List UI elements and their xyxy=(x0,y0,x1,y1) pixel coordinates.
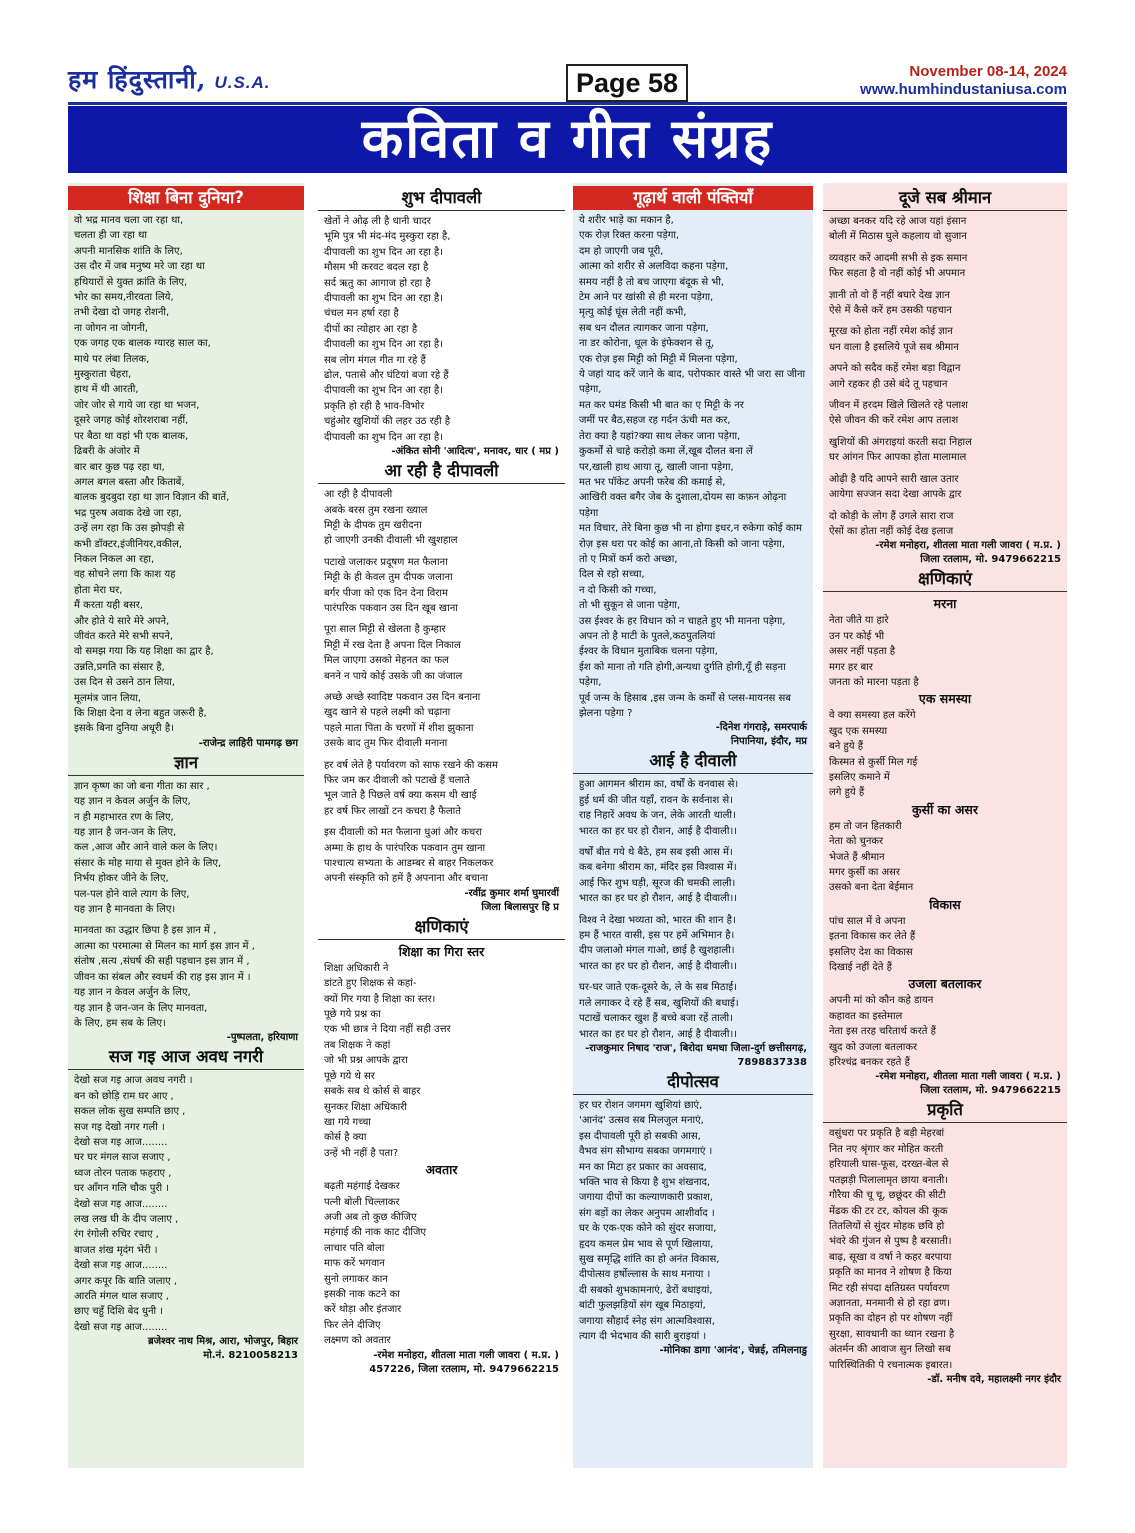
poem-title: दीपोत्सव xyxy=(573,1070,813,1095)
page-number: Page 58 xyxy=(566,64,688,102)
poem-subtitle: मरना xyxy=(933,596,957,612)
poem-body: वे क्या समस्या हल करेंगे खुद एक समस्या बने हुये हैं किस्मत से कुर्सी मिल गई इसलिए कमाने में लगे हुये हैं xyxy=(829,710,918,799)
author-place: जिला रतलाम, मो. 9479662215 xyxy=(920,554,1061,566)
issue-date: November 08-14, 2024 xyxy=(909,63,1067,80)
column-1 xyxy=(68,183,304,1468)
poem-body: मूरख को होता नहीं रमेश कोई ज्ञान धन वाला है इसलिये पूजे सब श्रीमान xyxy=(829,326,959,353)
poem-body: ज्ञानी तो वो हैं नहीं बघारे देख ज्ञान ऐसे में कैसे करें हम उसकी पहचान xyxy=(829,289,952,317)
poem-title: दूजे सब श्रीमान xyxy=(823,186,1067,211)
poem-body: खुशियों की अंगराइयां करती सदा निहाल घर आंगन फिर आपका होता मालामाल xyxy=(829,436,972,464)
poem-author: -राजेन्द्र लाहिरी पामगढ़ छग xyxy=(198,737,298,749)
section-banner: कविता व गीत संग्रह xyxy=(68,106,1067,173)
poem-body: जीवन में हरदम खिले खिलते रहे पलाश ऐसे जीवन की करें रमेश आप तलाश xyxy=(829,400,968,427)
poem-title: सज गइ आज अवध नगरी xyxy=(68,1045,304,1070)
poem-title: क्षणिकाएं xyxy=(823,567,1067,592)
column-3 xyxy=(573,183,813,1468)
column-2 xyxy=(318,183,565,1468)
poem-subtitle: विकास xyxy=(929,896,961,912)
poem-author: -राजकुमार निषाद 'राज', बिरोदा धमधा जिला-दुर्ग छत्तीसगढ़, 7898837338 xyxy=(585,1042,807,1068)
poem-title: शिक्षा बिना दुनिया? xyxy=(68,186,304,210)
poem-author: -रमेश मनोहरा, शीतला माता गली जावरा ( म.प्र. ) xyxy=(875,1071,1061,1083)
poem-title: शुभ दीपावली xyxy=(318,186,565,211)
poem-subtitle: अवतार xyxy=(425,1162,458,1178)
poem-body: हर वर्ष लेते है पर्यावरण को साफ रखने की कसम फिर जम कर दीवाली को पटाखे हैं चलाते भूल जाते है पिछले वर्ष क्या कसम थी खाई हर वर्ष फिर लाखों टन कचरा है फैलाते xyxy=(324,759,498,817)
author-place: जिला रतलाम, मो. 9479662215 xyxy=(920,1085,1061,1097)
poem-title: आई है दीवाली xyxy=(573,749,813,774)
poem-author: -अंकित सोनी 'आदित्य', मनावर, धार ( मप्र ) xyxy=(391,446,559,458)
poem-author: -रवींद्र कुमार शर्मा घुमारवीं xyxy=(464,887,559,899)
poem-body: पूरा साल मिट्टी से खेलता है कुम्हार मिट्टी में रख देता है अपना दिल निकाल मिल जाएगा उसको मेहनत का फल बनने न पाये कोई उसके जी का जंजाल xyxy=(324,624,463,682)
poem-author: ब्रजेश्वर नाथ मिश्र, आरा, भोजपुर, बिहार xyxy=(147,1336,298,1348)
poem-subtitle: शिक्षा का गिरा स्तर xyxy=(398,943,485,959)
poem-body: खेतों ने ओढ़ ली है धानी चादर भूमि पुत्र भी मंद-मंद मुस्कुरा रहा है, दीपावली का शुभ दिन आ रहा है। मौसम भी करवट बदल रहा है सर्द ऋतु का आगाज हो रहा है दीपावली का शुभ दिन आ रहा है। चंचल मन हर्षा रहा है दीपों का त्योहार आ रहा है दीपावली का शुभ दिन आ रहा है। सब लोग मंगल गीत गा रहे हैं ढोल, पतासे और घंटियां बजा रहे हैं दीपावली का शुभ दिन आ रहा है। प्रकृति हो रही है भाव-विभोर चहुंओर खुशियों की लहर उठ रही है दीपावली का शुभ दिन आ रहा है। xyxy=(324,216,451,443)
poem-body: हुआ आगमन श्रीराम का, वर्षों के वनवास से। हुई धर्म की जीत यहाँ, रावन के सर्वनाश से। राह निहारें अवध के जन, लेके आरती थाली। भारत का हर घर हो रौशन, आई है दीवाली।। xyxy=(579,779,739,837)
issue-info xyxy=(860,63,1067,99)
poem-body: अच्छे अच्छे स्वादिष्ट पकवान उस दिन बनाना खुद खाने से पहले लक्ष्मी को चढ़ाना पहले माता पिता के चरणों में शीश झुकाना उसके बाद तुम फिर दीवाली मनाना xyxy=(324,691,481,750)
poem-body: ओढ़ी है यदि आपने सारी खाल उतार आयेगा सज्जन सदा देखा आपके द्वार xyxy=(829,473,962,501)
poem-body: वो भद्र मानव चला जा रहा था, चलता ही जा रहा था अपनी मानसिक शांति के लिए, उस दौर में जब मनुष्य मरे जा रहा था हथियारों से युक्त क्रांति के लिए, भोर का समय,नीरवता लिये, तभी देखा दो जगह रोशनी, ना जोगन ना जोगनी, एक जगह एक बालक ग्यारह साल का, माथे पर लंबा तिलक, मुस्कुराता चेहरा, हाथ में थी आरती, जोर जोर से गाये जा रहा था भजन, दूसरे जगह कोई शोरशराबा नहीं, पर बैठा था वहां भी एक बालक, ढिबरी के अंजोर में बार बार कुछ पढ़ रहा था, अगल बगल बस्ता और किताबें, बालक बुदबुदा रहा था ज्ञान विज्ञान की बातें, भद्र पुरुष अवाक देखे जा रहा, उन्हें लग रहा कि उस झोपड़ी से कभी डॉक्टर,इंजीनियर,वकील, निकल निकल आ रहा, वह सोचने लगा कि काश यह होता मेरा घर, मैं करता यही बसर, और होते ये सारे मेरे अपने, जीवंत करते मेरे सभी सपने, वो समझ गया कि यह शिक्षा का द्वार है, उन्नति,प्रगति का संसार है, उस दिन से उसने ठान लिया, मूलमंत्र जान लिया, कि शिक्षा देना व लेना बहुत जरूरी है, इसके बिना दुनिया अधूरी है। xyxy=(74,215,230,735)
poem-body: शिक्षा अधिकारी ने डांटते हुए शिक्षक से कहां- क्यों गिर गया है शिक्षा का स्तर। पूछे गये प्रश्न का एक भी छात्र ने दिया नहीं सही उत्तर तब शिक्षक ने कहां जो भी प्रश्न आपके द्वारा पूछे गये थे सर सबके सब थे कोर्स से बाहर सुनकर शिक्षा अधिकारी खा गये गच्चा कोर्स है क्या उन्हें भी नहीं है पता? xyxy=(324,962,451,1159)
poem-body: घर-घर जाते एक-दूसरे के, ले के सब मिठाई। गले लगाकर दे रहे हैं सब, खुशियों की बधाई। पटाखें चलाकर खुश हैं बच्चे बजा रहें ताली। भारत का हर घर हो रौशन, आई है दीवाली।। xyxy=(579,982,739,1040)
poem-title: ज्ञान xyxy=(68,751,304,776)
masthead xyxy=(0,0,1135,106)
poem-body: व्यवहार करें आदमी सभी से इक समान फिर सहता है वो नहीं कोई भी अपमान xyxy=(829,252,968,280)
author-phone: मो.नं. 8210058213 xyxy=(203,1350,298,1362)
author-address: 457226, जिला रतलाम, मो. 9479662215 xyxy=(369,1363,559,1375)
poem-body: ज्ञान कृष्ण का जो बना गीता का सार , यह ज्ञान न केवल अर्जुन के लिए, न ही महाभारत रण के लिए, यह ज्ञान है जन-जन के लिए, कल ,आज और आने वाले कल के लिए। संसार के मोह माया से मुक्त होने के लिए, निर्भय होकर जीने के लिए, पल-पल होने वाले त्याग के लिए, यह ज्ञान है मानवता के लिए। xyxy=(74,780,222,916)
poem-body: अच्छा बनकर यदि रहे आज यहां इंसान बोली में मिठास घुले कहलाय वो सुजान xyxy=(829,216,967,243)
author-place: निपानिया, इंदौर, मप्र xyxy=(730,736,807,748)
poem-body: अपनी मां को कौन कहे डायन कहावत का इस्तेमाल नेता इस तरह चरितार्थ करते हैं खुद को उजला बतलाकर हरिश्चंद्र बनकर रहते हैं xyxy=(829,995,936,1069)
poem-title: क्षणिकाएं xyxy=(318,915,565,940)
poem-title: आ रही है दीपावली xyxy=(318,459,565,484)
brand-name: हम हिंदुस्तानी, xyxy=(68,65,207,94)
poem-body: बढ़ती महंगाई देखकर पत्नी बोली चिल्लाकर अजी अब तो कुछ कीजिए महंगाई की नाक काट दीजिए लाचार पति बोला माफ करें भगवान सुनो लगाकर कान इसकी नाक कटने का करें थोड़ा और इंतजार फिर लेने दीजिए लक्ष्मण को अवतार xyxy=(324,1181,426,1347)
poem-body: हर घर रोशन जगमग खुशियां छाएं, 'आनंद' उत्सव सब मिलजुल मनाएं, इस दीपावली पूरी हो सबकी आस, वैभव संग सौभाग्य सबका जगमगाएं । मन का मिटा हर प्रकार का अवसाद, भक्ति भाव से किया है शुभ शंखनाद, जगाया दीपों का कल्याणकारी प्रकाश, संग बड़ों का लेकर अनुपम आशीर्वाद । घर के एक-एक कोने को सुंदर सजाया, हृदय कमल प्रेम भाव से पूर्ण खिलाया, सुख समृद्धि शांति का हो अनंत विकास, दीपोत्सव हर्षोल्लास के साथ मनाया । दी सबको शुभकामनाएं, ढेरों बधाइयां, बांटी फुलझड़ियों संग खूब मिठाइयां, जगाया सौहार्द स्नेह संग आत्मविश्वास, त्याग दी भेदभाव की सारी बुराइयां । xyxy=(579,1099,720,1342)
poem-body: अपने को सदैव कहें रमेश बड़ा विद्वान आगे रहकर ही उसे बंदे तू पहचान xyxy=(829,363,961,390)
poem-body: ये शरीर भाड़े का मकान है, एक रोज़ रिक्त करना पड़ेगा, दम हो जाएगी जब पूरी, आत्मा को शरीर से अलविदा कहना पड़ेगा, समय नहीं है तो बच जाएगा बंदूक से भी, टेम आने पर खांसी से ही मरना पड़ेगा, मृत्यु कोई घूंस लेती नहीं कभी, सब धन दौलत त्यागकर जाना पड़ेगा, ना डर कोरोना, धूल के इंफेक्शन से तू, एक रोज़ इस मिट्टी को मिट्टी में मिलना पड़ेगा, ये जहां याद करें जाने के बाद, परोपकार वास्ते भी जरा सा जीना पड़ेगा, मत कर घमंड किसी भी बात का ए मिट्टी के नर जमीं पर बैठ,सहज रह गर्दन ऊंची मत कर, तेरा क्या है यहां?क्या साथ लेकर जाना पड़ेगा, कुकर्मों से चाहे करोड़ो कमा लें,खूब दौलत बना लें पर,खाली हाथ आया तू, खाली जाना पड़ेगा, मत भर पॉकेट अपनी फरेब की कमाई से, आखिरी वक्त बगैर जेब के दुशाला,दोयम सा कफ़न ओढ़ना पड़ेगा मत विचार, तेरे बिना कुछ भी ना होगा इधर,न रुकेगा कोई काम रोज़ इस धरा पर कोई का आना,तो किसी को जाना पड़ेगा, तो ए मित्रों कर्म करो अच्छा, दिल से रहो सच्चा, न दो किसी को गच्चा, तो भी सुकून से जाना पड़ेगा, उस ईश्वर के हर विधान को न चाहते हुए भी मानना पड़ेगा, अपन तो है माटी के पुतले,कठपुतलियां ईश्वर के विधान मुताबिक चलना पड़ेगा, ईश को माना तो गति होगी,अन्यथा दुर्गति होगी,यूँ ही सड़ना पड़ेगा, पूर्व जन्म के हिसाब ,इस जन्म के कर्मों से प्लस-मायनस सब झेलना पड़ेगा ? xyxy=(579,215,806,719)
poem-body: नेता जीते या हारे उन पर कोई भी असर नहीं पड़ता है मगर हर बार जनता को मारना पड़ता है xyxy=(829,615,919,688)
poem-subtitle: एक समस्या xyxy=(918,691,972,707)
poem-body: वसुंधरा पर प्रकृति है बड़ी मेहरबां नित नए श्रृंगार कर मोहित करती हरियाली घास-फूस, दरख्त-बेल से पतझड़ी पिलालामृत छाया बनाती। गौरैया की चू चू, छछूंदर की सीटी मेंढक की टर टर, कोयल की कूक तितलियों से सुंदर मोहक छवि हो भंवरे की गुंजन से पुष्प है बरसाती। बाढ़, सूखा व वर्षा ने कहर बरपाया प्रकृति का मानव ने शोषण है किया मिट रही संपदा क्षतिग्रस्त पर्यावरण अज्ञानता, मनमानी से हो रहा व्रण। प्रकृति का दोहन हो पर शोषण नहीं सुरक्षा, सावधानी का ध्यान रखना है अंतर्मन की आवाज सुन लिखो सब पारिस्थितिकी पे रचनात्मक इबारत। xyxy=(829,1128,955,1371)
poem-body: हम तो जन हितकारी नेता को चुनकर भेजते हैं श्रीमान मगर कुर्सी का असर उसको बना देता बेईमान xyxy=(829,820,914,894)
poem-subtitle: उजला बतलाकर xyxy=(908,976,982,992)
poem-author: -मोनिका डागा 'आनंद', चेन्नई, तमिलनाडु xyxy=(659,1345,807,1357)
poem-body: विश्व ने देखा भव्यता को, भारत की शान है। हम हैं भारत वासी, इस पर हमें अभिमान है। दीप जलाओ मंगल गाओ, छाई है खुशहाली। भारत का हर घर हो रौशन, आई है दीवाली।। xyxy=(579,914,738,972)
poem-body: इस दीवाली को मत फैलाना धुआं और कचरा अम्मा के हाथ के पारंपरिक पकवान तुम खाना पाश्चात्य सभ्यता के आडम्बर से बाहर निकलकर अपनी संस्कृति को हमें है अपनाना और बचाना xyxy=(324,827,494,885)
poem-body: पांच साल में वे अपना इतना विकास कर लेते हैं इसलिए देश का विकास दिखाई नहीं देते हैं xyxy=(829,915,916,974)
poem-author: -डॉ. मनीष दवे, महालक्ष्मी नगर इंदौर xyxy=(927,1373,1061,1385)
poem-body: मानवता का उद्धार छिपा है इस ज्ञान में , आत्मा का परमात्मा से मिलन का मार्ग इस ज्ञान में , संतोष ,सत्य ,संघर्ष की सही पहचान इस ज्ञान में , जीवन का संबल और स्वधर्म की राह इस ज्ञान में । यह ज्ञान न केवल अर्जुन के लिए, यह ज्ञान है जन-जन के लिए मानवता, के लिए, हम सब के लिए। xyxy=(74,925,255,1029)
header-divider xyxy=(68,102,1067,105)
poem-body: आ रही है दीपावली अबके बरस तुम रखना ख्याल मिट्टी के दीपक तुम खरीदना हो जाएगी उनकी दीवाली भी खुशहाल xyxy=(324,489,458,547)
author-place: जिला बिलासपुर हि प्र xyxy=(481,901,559,913)
poem-title: गूढ़ार्थ वाली पंक्तियाँ xyxy=(573,186,813,210)
poem-body: दो कोड़ी के लोग हैं उगले सारा राज ऐसों का होता नहीं कोई देख इलाज xyxy=(829,510,954,537)
poem-author: -रमेश मनोहरा, शीतला माता गली जावरा ( म.प्र. ) xyxy=(373,1349,559,1361)
website-link[interactable]: www.humhindustaniusa.com xyxy=(860,81,1067,98)
poem-title: प्रकृति xyxy=(823,1098,1067,1123)
newspaper-brand[interactable] xyxy=(68,62,271,96)
poem-author: -दिनेश गंगराड़े, समरपार्क xyxy=(715,722,807,734)
poem-author: -पुष्पलता, हरियाणा xyxy=(226,1032,298,1044)
poem-body: पटाखे जलाकर प्रदूषण मत फैलाना मिट्टी के ही केवल तुम दीपक जलाना बर्गर पीजा को एक दिन देना विराम पारंपरिक पकवान उस दिन खूब खाना xyxy=(324,556,458,614)
poem-body: वर्षों बीत गये थे बैठे, हम सब इसी आस में। कब बनेगा श्रीराम का, मंदिर इस विश्वास में। आई फिर शुभ घड़ी, सूरज की चमकी लाली। भारत का हर घर हो रौशन, आई है दीवाली।। xyxy=(579,847,738,905)
poem-author: -रमेश मनोहरा, शीतला माता गली जावरा ( म.प्र. ) xyxy=(875,540,1061,552)
poem-subtitle: कुर्सी का असर xyxy=(912,801,978,817)
poem-body: देखो सज गइ आज अवध नगरी । बन को छोड़ि राम घर आए , सकल लोक सुख सम्पति छाए , सज गइ देखो नगर गली । देखो सज गइ आज........ घर घर मंगल साज सजाए , ध्वज तोरन पताक फहराए , घर आँगन गलि चौक पुरी । देखो सज गइ आज........ लख लख घी के दीप जलाए , रंग रंगोली रुचिर रचाए , बाजत शंख मृदंग भेरी । देखो सज गइ आज........ अगर कपूर कि बाति जलाए , आरति मंगल थाल सजाए , छाए चहुँ दिशि बेद धुनी । देखो सज गइ आज........ xyxy=(74,1075,193,1333)
column-4 xyxy=(823,183,1067,1468)
brand-suffix: U.S.A. xyxy=(214,73,271,92)
